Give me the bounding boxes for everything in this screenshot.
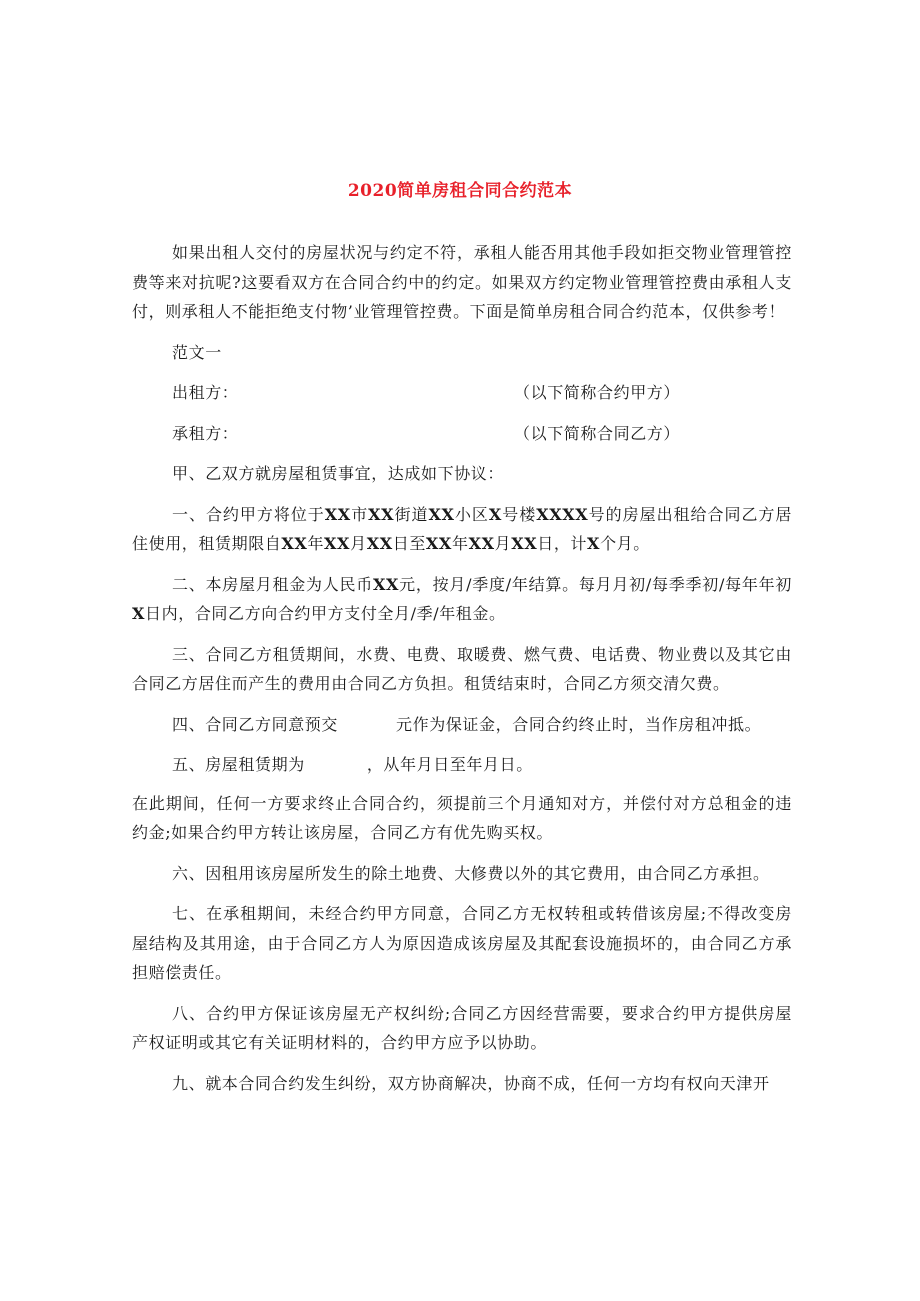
clause-9: 九、就本合同合约发生纠纷，双方协商解决，协商不成，任何一方均有权向天津开 bbox=[172, 1073, 770, 1093]
clause-4 bbox=[132, 710, 792, 740]
intro-paragraph: 如果出租人交付的房屋状况与约定不符，承租人能否用其他手段如拒交物业管理管控费等来对抗呢?这要看双方在合同合约中的约定。如果双方约定物业管理管控费由承租人支付，则承租人不能拒绝支付物’业管理管控费。下面是简单房租合同合约范本，仅供参考！ bbox=[132, 243, 792, 321]
clause-1-blank: XX bbox=[324, 504, 351, 524]
clause-1-text: 一、合约甲方将位于 bbox=[172, 504, 325, 524]
clause-2-blank: X bbox=[132, 604, 146, 623]
clause-1-text: 月 bbox=[494, 534, 512, 553]
clause-1-text: 年 bbox=[307, 534, 325, 553]
clause-1-text: 月 bbox=[350, 534, 367, 553]
clause-1-blank: XX bbox=[425, 534, 452, 553]
clause-3: 三、合同乙方租赁期间，水费、电费、取暖费、燃气费、电话费、物业费以及其它由合同乙方居住而产生的费用由合同乙方负担。租赁结束时，合同乙方须交清欠费。 bbox=[132, 644, 792, 693]
clause-2-text: 日内，合同乙方向合约甲方支付全月/季/年租金。 bbox=[145, 604, 506, 623]
clause-1-blank: XX bbox=[324, 534, 351, 553]
clause-1-blank: XX bbox=[368, 504, 395, 524]
clause-1-text: 号的房屋出租给合同乙方居住使用，租赁期限自 bbox=[132, 504, 792, 553]
lessor-line bbox=[172, 378, 792, 408]
clause-1-blank: X bbox=[488, 504, 502, 524]
clause-1-text: 小区 bbox=[454, 504, 489, 524]
clause-4-text: 元作为保证金，合同合约终止时，当作房租冲抵。 bbox=[396, 714, 762, 734]
clause-5-continued: 在此期间，任何一方要求终止合同合约，须提前三个月通知对方，并偿付对方总租金的违约金;如果合约甲方转让该房屋，合同乙方有优先购买权。 bbox=[132, 793, 792, 842]
clause-1-blank: X bbox=[587, 534, 601, 553]
clause-5 bbox=[132, 750, 792, 780]
lessor-note: （以下简称合约甲方） bbox=[514, 383, 681, 402]
clause-1-blank: XXXX bbox=[536, 504, 589, 524]
clause-1 bbox=[132, 500, 792, 559]
clause-1-blank: XX bbox=[428, 504, 455, 524]
clause-1-text: 年 bbox=[451, 534, 469, 553]
document-title: 2020简单房租合同合约范本 bbox=[347, 181, 573, 201]
clause-1-blank: XX bbox=[468, 534, 495, 553]
section-heading: 范文一 bbox=[172, 342, 222, 362]
clause-1-blank: XX bbox=[366, 534, 393, 553]
clause-5-text: 五、房屋租赁期为 bbox=[172, 755, 305, 774]
lessee-note: （以下简称合同乙方） bbox=[514, 423, 681, 443]
clause-5-text: ，从年月日至年月日。 bbox=[366, 755, 533, 774]
clause-2 bbox=[132, 570, 792, 629]
clause-1-text: 市 bbox=[350, 504, 369, 524]
clause-1-text: 日至 bbox=[392, 534, 426, 553]
agreement-intro: 甲、乙双方就房屋租赁事宜，达成如下协议： bbox=[172, 464, 505, 483]
clause-8: 八、合约甲方保证该房屋无产权纠纷;合同乙方因经营需要，要求合约甲方提供房屋产权证明或其它有关证明材料的，合约甲方应予以协助。 bbox=[132, 1003, 792, 1052]
clause-4-text: 四、合同乙方同意预交 bbox=[172, 714, 339, 734]
clause-1-blank: XX bbox=[511, 534, 538, 553]
clause-1-blank: XX bbox=[281, 534, 308, 553]
document-body bbox=[132, 238, 792, 1109]
lessor-label: 出租方： bbox=[172, 383, 239, 402]
lessee-label: 承租方： bbox=[172, 423, 239, 443]
lessee-line bbox=[172, 419, 792, 449]
clause-6: 六、因租用该房屋所发生的除土地费、大修费以外的其它费用，由合同乙方承担。 bbox=[172, 863, 770, 883]
clause-2-text: 元，按月/季度/年结算。每月月初/每季季初/每年年初 bbox=[399, 574, 792, 594]
clause-2-blank: XX bbox=[372, 574, 399, 594]
clause-2-text: 二、本房屋月租金为人民币 bbox=[172, 574, 373, 594]
clause-1-text: 个月。 bbox=[600, 534, 650, 553]
clause-1-text: 街道 bbox=[394, 504, 429, 524]
clause-1-text: 日，计 bbox=[537, 534, 588, 553]
clause-1-text: 号楼 bbox=[501, 504, 537, 524]
clause-7: 七、在承租期间，未经合约甲方同意，合同乙方无权转租或转借该房屋;不得改变房屋结构及其用途，由于合同乙方人为原因造成该房屋及其配套设施损坏的，由合同乙方承担赔偿责任。 bbox=[132, 904, 792, 982]
